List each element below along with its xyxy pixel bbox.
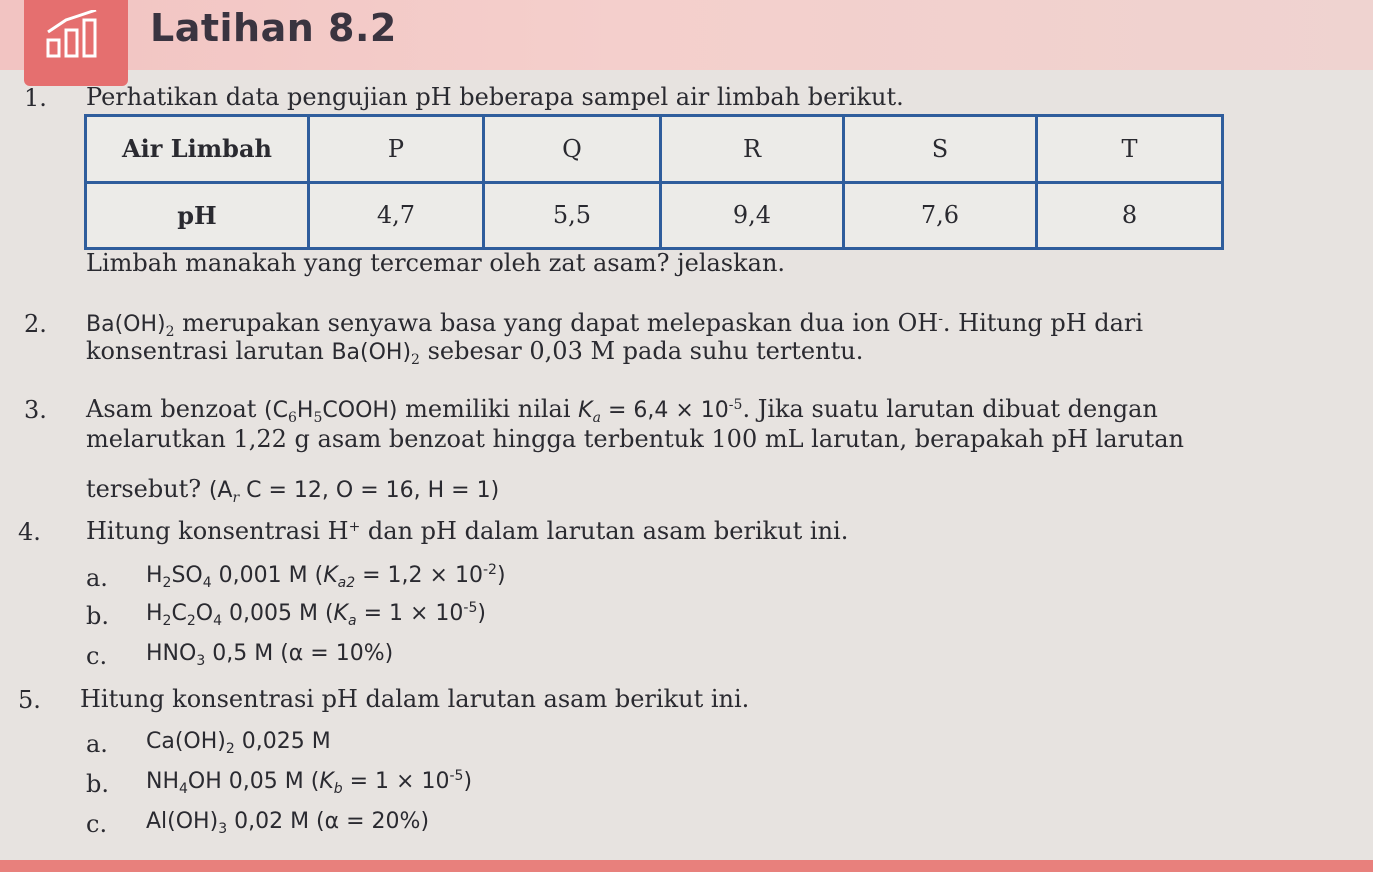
table-cell: 8: [1037, 182, 1223, 249]
ka-symbol: K: [333, 601, 348, 626]
ka-symbol: K: [323, 563, 338, 588]
q2-number: 2.: [24, 310, 47, 338]
q5-number: 5.: [18, 686, 41, 714]
formula: H: [146, 601, 163, 626]
text-span: tersebut?: [86, 475, 209, 503]
list-item-label: a.: [86, 564, 108, 592]
table-header-cell: R: [661, 116, 844, 183]
subscript: 4: [179, 781, 188, 797]
table-cell: 4,7: [309, 182, 484, 249]
subscript: 4: [202, 575, 212, 591]
formula: = 1,2 × 10: [355, 563, 483, 588]
formula: Al(OH): [146, 809, 219, 834]
formula: NH: [146, 769, 179, 794]
table-header-cell: Air Limbah: [86, 116, 309, 183]
formula: ): [496, 563, 506, 588]
subscript: b: [333, 781, 343, 797]
list-item: [146, 639, 393, 669]
q3-line1: [86, 394, 1158, 426]
formula: H: [296, 398, 314, 423]
bar-chart-icon: [44, 10, 108, 60]
formula: 0,001 M (: [211, 563, 324, 588]
formula: = 1 × 10: [342, 769, 450, 794]
q1-text: Perhatikan data pengujian pH beberapa sampel air limbah berikut.: [86, 83, 904, 111]
formula: 0,5 M (α = 10%): [205, 641, 394, 666]
q1-follow-up: Limbah manakah yang tercemar oleh zat asam? jelaskan.: [86, 249, 786, 277]
q3-line2: melarutkan 1,22 g asam benzoat hingga terbentuk 100 mL larutan, berapakah pH larutan: [86, 425, 1184, 453]
formula: = 6,4 × 10: [600, 398, 729, 423]
formula: (C: [264, 398, 288, 423]
superscript: +: [348, 519, 361, 535]
text-span: . Hitung pH dari: [942, 309, 1144, 337]
text-span: Asam benzoat: [86, 395, 265, 423]
subscript: r: [232, 490, 240, 506]
formula: = 1 × 10: [356, 601, 464, 626]
formula: H: [146, 563, 163, 588]
formula: COOH): [322, 398, 398, 423]
subscript: 2: [165, 324, 175, 340]
list-item: [146, 727, 331, 757]
ka-symbol: K: [578, 398, 593, 423]
formula: O: [195, 601, 214, 626]
formula: 0,02 M (α = 20%): [227, 809, 430, 834]
formula: C: [171, 601, 187, 626]
superscript: -2: [482, 562, 497, 578]
formula: 0,005 M (: [222, 601, 334, 626]
header-icon-box: [24, 0, 128, 86]
formula: SO: [171, 563, 203, 588]
subscript: 5: [313, 410, 323, 426]
list-item-label: b.: [86, 770, 109, 798]
list-item: [146, 561, 506, 591]
table-cell: 9,4: [661, 182, 844, 249]
formula: 0,025 M: [234, 729, 331, 754]
table-header-cell: P: [309, 116, 484, 183]
kb-symbol: K: [319, 769, 334, 794]
formula: ): [463, 769, 473, 794]
list-item: [146, 807, 429, 837]
list-item-label: a.: [86, 730, 108, 758]
superscript: -5: [728, 397, 743, 413]
list-item: [146, 599, 486, 629]
formula: Ba(OH): [331, 340, 412, 365]
text-span: merupakan senyawa basa yang dapat melepaskan dua ion OH: [174, 309, 939, 337]
q4-number: 4.: [18, 518, 41, 546]
text-span: memiliki nilai: [397, 395, 579, 423]
text-span: dan pH dalam larutan asam berikut ini.: [360, 517, 849, 545]
formula: (A: [208, 478, 233, 503]
formula: ): [477, 601, 486, 626]
subscript: a: [592, 410, 601, 426]
subscript: 2: [162, 613, 172, 629]
formula: HNO: [146, 641, 197, 666]
subscript: a2: [337, 575, 356, 591]
formula: OH 0,05 M (: [187, 769, 320, 794]
text-span: sebesar 0,03 M pada suhu tertentu.: [419, 337, 864, 365]
table-header-row: [86, 116, 1223, 183]
subscript: 2: [411, 352, 420, 368]
page-title: Latihan 8.2: [150, 6, 397, 50]
q3-number: 3.: [24, 396, 47, 424]
table-header-cell: T: [1037, 116, 1223, 183]
bottom-divider: [0, 860, 1373, 872]
table-header-cell: Q: [484, 116, 661, 183]
table-header-cell: S: [844, 116, 1037, 183]
subscript: 3: [196, 653, 206, 669]
subscript: 2: [186, 613, 196, 629]
superscript: -: [938, 311, 943, 327]
q4-intro: [86, 516, 848, 546]
table-row-label: pH: [86, 182, 309, 249]
superscript: -5: [463, 600, 478, 616]
text-span: konsentrasi larutan: [86, 337, 332, 365]
formula: Ca(OH): [146, 729, 226, 754]
q1-number: 1.: [24, 84, 47, 112]
formula: Ba(OH): [86, 312, 166, 337]
subscript: 2: [225, 741, 235, 757]
table-row: [86, 182, 1223, 249]
list-item-label: c.: [86, 810, 108, 838]
q2-line2: [86, 336, 863, 368]
q3-line3: [86, 474, 499, 506]
list-item: [146, 767, 472, 797]
table-cell: 7,6: [844, 182, 1037, 249]
q5-intro: Hitung konsentrasi pH dalam larutan asam berikut ini.: [80, 685, 750, 713]
text-span: . Jika suatu larutan dibuat dengan: [742, 395, 1158, 423]
text-span: Hitung konsentrasi H: [86, 517, 349, 545]
table-cell: 5,5: [484, 182, 661, 249]
subscript: a: [347, 613, 357, 629]
list-item-label: b.: [86, 602, 109, 630]
subscript: 4: [213, 613, 223, 629]
subscript: 2: [162, 575, 172, 591]
list-item-label: c.: [86, 642, 108, 670]
ph-table: [84, 114, 1224, 250]
subscript: 3: [218, 821, 228, 837]
superscript: -5: [449, 768, 464, 784]
formula: C = 12, O = 16, H = 1): [239, 478, 500, 503]
subscript: 6: [288, 410, 297, 426]
